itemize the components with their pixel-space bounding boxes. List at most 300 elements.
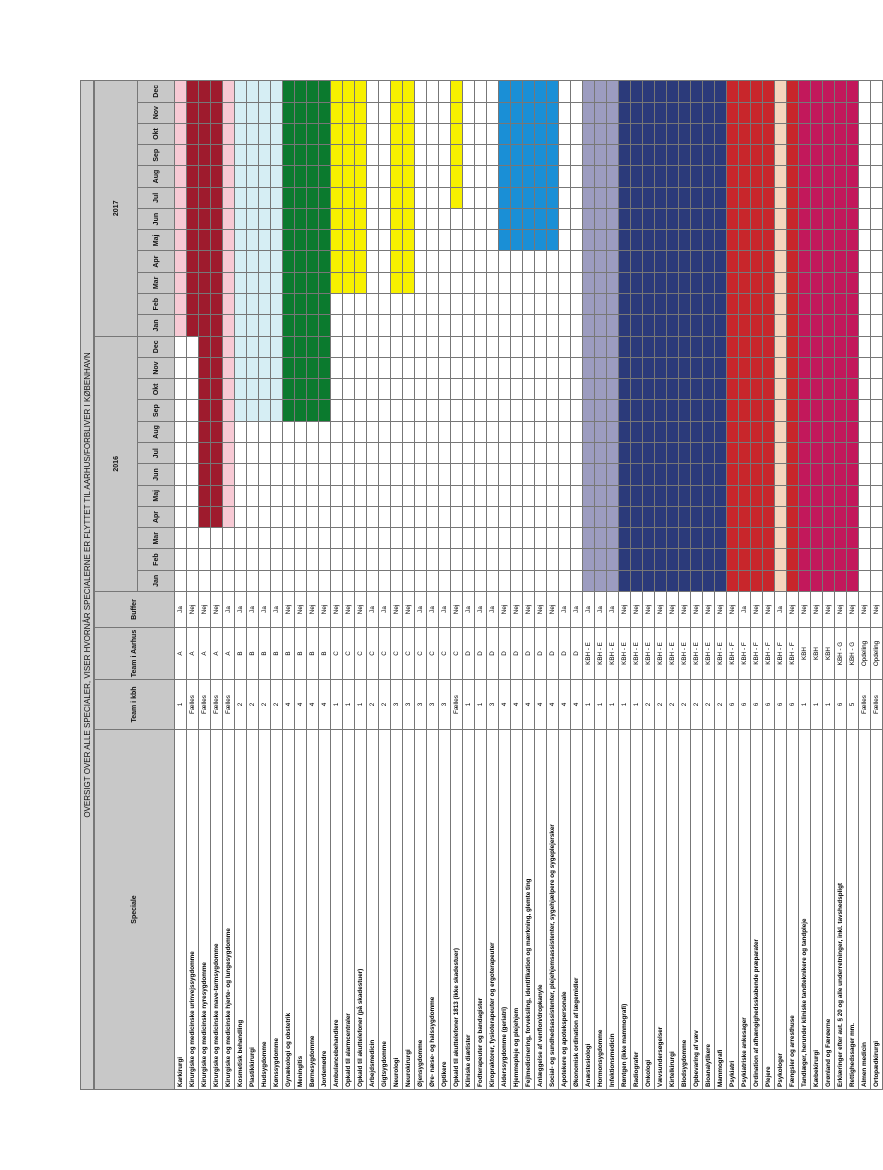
month-cell [667,506,679,527]
month-cell [475,549,487,570]
month-cell [547,187,559,208]
month-cell [211,400,223,421]
month-cell [751,208,763,229]
month-cell [451,81,463,103]
month-cell [547,506,559,527]
buffer-cell: Nej [751,592,763,628]
month-cell [763,464,775,485]
month-cell [643,230,655,251]
month-cell [439,145,451,166]
month-cell [487,272,499,293]
month-cell [451,464,463,485]
team-aarhus-cell: C [403,628,415,680]
month-cell [487,485,499,506]
specialty-name-cell: Fejlmedicinering, forveksling, identifikation og mærkning, glemte ting [523,730,535,1090]
table-row [403,81,415,1090]
team-aarhus-cell: KBH - E [583,628,595,680]
month-cell [739,102,751,123]
month-cell [319,272,331,293]
month-cell [403,528,415,549]
month-cell [391,145,403,166]
month-cell [331,166,343,187]
buffer-cell: Nej [847,592,859,628]
month-cell [175,294,187,315]
month-cell [643,187,655,208]
month-cell [379,379,391,400]
month-cell [319,443,331,464]
month-cell [811,570,823,591]
month-cell [283,251,295,272]
specialty-name-cell: Neurokirurgi [403,730,415,1090]
month-cell [667,102,679,123]
specialty-name-cell: Ortopædkirurgi [871,730,883,1090]
specialty-name-cell: Meningitis [295,730,307,1090]
month-cell [691,272,703,293]
month-cell [727,251,739,272]
specialty-name-cell: Kæbekirurgi [811,730,823,1090]
month-cell [847,251,859,272]
month-cell [211,102,223,123]
month-cell [331,230,343,251]
month-cell [523,102,535,123]
month-cell [571,506,583,527]
month-cell [415,102,427,123]
table-row [775,81,787,1090]
month-cell [439,421,451,442]
month-cell [187,357,199,378]
month-cell [187,336,199,357]
month-cell [463,357,475,378]
buffer-cell: Ja [595,592,607,628]
month-cell [427,166,439,187]
month-cell [343,166,355,187]
month-cell [619,549,631,570]
month-cell [595,336,607,357]
buffer-cell: Nej [631,592,643,628]
month-cell [859,506,871,527]
month-cell [799,81,811,103]
team-kbh-cell: 3 [487,680,499,730]
month-cell [451,208,463,229]
month-cell [367,357,379,378]
month-cell [367,379,379,400]
month-cell [739,443,751,464]
month-cell [703,294,715,315]
month-cell [427,251,439,272]
month-header: Nov [138,357,175,378]
month-cell [823,379,835,400]
buffer-cell: Nej [355,592,367,628]
month-cell [751,570,763,591]
month-cell [367,315,379,336]
month-cell [187,506,199,527]
month-cell [727,187,739,208]
month-cell [643,294,655,315]
month-cell [511,166,523,187]
month-cell [739,208,751,229]
month-cell [823,187,835,208]
month-cell [199,549,211,570]
month-cell [715,81,727,103]
buffer-cell: Ja [571,592,583,628]
month-cell [871,145,883,166]
month-cell [271,145,283,166]
month-cell [655,549,667,570]
team-aarhus-cell: D [475,628,487,680]
month-cell [319,315,331,336]
month-cell [511,102,523,123]
month-cell [739,379,751,400]
month-cell [379,421,391,442]
month-cell [583,272,595,293]
month-cell [235,123,247,144]
month-cell [319,187,331,208]
month-cell [403,166,415,187]
month-cell [463,81,475,103]
month-cell [859,400,871,421]
month-cell [703,570,715,591]
month-cell [859,421,871,442]
month-cell [751,443,763,464]
month-cell [403,379,415,400]
month-cell [631,570,643,591]
team-aarhus-cell: KBH [823,628,835,680]
month-cell [211,145,223,166]
month-cell [715,570,727,591]
month-cell [691,570,703,591]
month-cell [787,357,799,378]
month-cell [331,123,343,144]
month-cell [499,336,511,357]
month-cell [523,357,535,378]
team-aarhus-cell: KBH - F [727,628,739,680]
month-cell [307,443,319,464]
month-cell [247,272,259,293]
month-cell [199,357,211,378]
month-cell [439,357,451,378]
month-cell [763,379,775,400]
month-cell [751,485,763,506]
month-cell [319,102,331,123]
month-cell [175,506,187,527]
specialty-name-cell: Øre- næse- og halssygdomme [427,730,439,1090]
month-cell [367,570,379,591]
month-cell [331,506,343,527]
month-cell [307,506,319,527]
table-row [811,81,823,1090]
month-cell [787,443,799,464]
month-cell [271,251,283,272]
month-cell [619,272,631,293]
month-cell [499,485,511,506]
month-cell [631,464,643,485]
month-cell [835,528,847,549]
month-cell [847,208,859,229]
buffer-cell: Nej [403,592,415,628]
month-cell [355,102,367,123]
month-cell [499,81,511,103]
month-cell [463,485,475,506]
month-cell [643,528,655,549]
month-cell [367,251,379,272]
table-row [859,81,871,1090]
month-cell [343,187,355,208]
month-cell [499,187,511,208]
month-cell [451,336,463,357]
month-cell [811,145,823,166]
month-cell [415,81,427,103]
month-cell [319,251,331,272]
month-cell [679,549,691,570]
month-cell [319,528,331,549]
buffer-cell: Nej [451,592,463,628]
month-cell [811,506,823,527]
month-cell [343,570,355,591]
month-cell [511,357,523,378]
buffer-cell: Nej [331,592,343,628]
month-cell [835,443,847,464]
month-cell [259,357,271,378]
month-cell [811,81,823,103]
team-aarhus-cell: B [247,628,259,680]
month-cell [655,464,667,485]
month-cell [487,549,499,570]
month-cell [223,123,235,144]
team-kbh-cell: 3 [427,680,439,730]
table-row [475,81,487,1090]
month-cell [199,166,211,187]
month-cell [175,272,187,293]
month-cell [403,464,415,485]
specialty-name-cell: Kiropraktorer, fysioterapeuter og ergoterapeuter [487,730,499,1090]
month-cell [403,336,415,357]
month-cell [463,102,475,123]
month-cell [703,272,715,293]
month-cell [211,251,223,272]
team-aarhus-cell: Opdeling [871,628,883,680]
specialty-name-cell: Arbejdsmedicin [367,730,379,1090]
month-cell [403,294,415,315]
specialty-name-cell: Psykiatriske ankesager [739,730,751,1090]
month-cell [439,208,451,229]
month-cell [799,272,811,293]
table-row [691,81,703,1090]
month-cell [451,145,463,166]
month-cell [835,123,847,144]
buffer-cell: Nej [715,592,727,628]
month-cell [847,400,859,421]
month-cell [427,421,439,442]
month-cell [343,549,355,570]
month-cell [451,272,463,293]
month-cell [223,549,235,570]
month-cell [211,272,223,293]
month-cell [439,570,451,591]
month-cell [487,464,499,485]
month-cell [535,294,547,315]
month-cell [259,549,271,570]
month-cell [871,208,883,229]
month-cell [739,549,751,570]
month-cell [463,549,475,570]
specialty-name-cell: Neurologi [391,730,403,1090]
month-cell [667,443,679,464]
buffer-cell: Nej [547,592,559,628]
month-cell [847,230,859,251]
month-cell [679,485,691,506]
month-cell [331,294,343,315]
month-cell [655,166,667,187]
month-cell [823,485,835,506]
month-cell [199,145,211,166]
month-cell [859,187,871,208]
month-cell [223,251,235,272]
team-kbh-cell: 1 [475,680,487,730]
team-aarhus-cell: Opdeling [859,628,871,680]
buffer-cell: Ja [559,592,571,628]
month-cell [871,357,883,378]
month-cell [247,379,259,400]
month-cell [379,570,391,591]
month-cell [367,294,379,315]
month-cell [175,400,187,421]
month-cell [295,272,307,293]
month-cell [295,379,307,400]
month-cell [391,315,403,336]
month-cell [403,570,415,591]
team-kbh-cell: 1 [331,680,343,730]
team-aarhus-cell: D [523,628,535,680]
month-cell [355,251,367,272]
month-cell [355,272,367,293]
month-cell [595,81,607,103]
team-kbh-cell: 2 [679,680,691,730]
team-aarhus-cell: C [427,628,439,680]
month-cell [211,464,223,485]
month-cell [271,443,283,464]
month-cell [295,208,307,229]
month-cell [619,485,631,506]
month-cell [547,230,559,251]
month-cell [355,123,367,144]
month-cell [739,570,751,591]
month-cell [211,528,223,549]
month-cell [307,81,319,103]
month-cell [799,230,811,251]
month-cell [691,230,703,251]
month-cell [391,506,403,527]
month-cell [283,208,295,229]
team-kbh-cell: 2 [259,680,271,730]
specialty-name-cell: Kliniske diætister [463,730,475,1090]
month-cell [283,570,295,591]
month-cell [283,81,295,103]
month-cell [451,400,463,421]
month-cell [235,187,247,208]
team-kbh-cell: 1 [823,680,835,730]
month-cell [175,81,187,103]
specialty-name-cell: Tandlæger, herunder kliniske tandteknikere og tandpleje [799,730,811,1090]
month-cell [211,166,223,187]
month-cell [691,123,703,144]
month-cell [607,357,619,378]
month-cell [427,208,439,229]
month-cell [523,251,535,272]
month-cell [391,187,403,208]
month-cell [787,549,799,570]
month-cell [211,294,223,315]
month-cell [523,570,535,591]
buffer-cell: Nej [871,592,883,628]
month-cell [727,123,739,144]
month-cell [847,315,859,336]
month-cell [667,464,679,485]
month-cell [631,102,643,123]
month-cell [547,81,559,103]
buffer-cell: Nej [643,592,655,628]
team-kbh-cell: 6 [739,680,751,730]
month-cell [583,549,595,570]
month-cell [199,251,211,272]
month-cell [295,506,307,527]
month-cell [235,251,247,272]
month-cell [523,443,535,464]
month-cell [307,570,319,591]
month-cell [607,570,619,591]
table-row [547,81,559,1090]
month-cell [835,336,847,357]
month-cell [427,549,439,570]
specialty-name-cell: Vævsundersøgelser [655,730,667,1090]
month-cell [487,506,499,527]
month-cell [235,315,247,336]
team-kbh-cell: 4 [547,680,559,730]
month-cell [595,315,607,336]
month-header: Dec [138,81,175,103]
buffer-cell: Ja [175,592,187,628]
table-row [667,81,679,1090]
month-cell [811,102,823,123]
month-cell [871,102,883,123]
specialty-name-cell: Apotekere og apotekspersonale [559,730,571,1090]
month-cell [619,506,631,527]
month-cell [247,464,259,485]
month-cell [619,464,631,485]
month-cell [679,230,691,251]
month-cell [355,464,367,485]
month-cell [283,485,295,506]
month-cell [415,294,427,315]
month-cell [487,315,499,336]
table-row [487,81,499,1090]
month-cell [499,166,511,187]
month-cell [871,443,883,464]
month-cell [535,166,547,187]
month-cell [523,336,535,357]
month-cell [343,443,355,464]
table-row [247,81,259,1090]
month-cell [607,208,619,229]
month-cell [355,379,367,400]
month-cell [451,102,463,123]
month-cell [727,421,739,442]
month-cell [799,187,811,208]
month-cell [187,315,199,336]
month-header: Jul [138,443,175,464]
buffer-cell: Ja [463,592,475,628]
month-cell [415,336,427,357]
month-cell [295,421,307,442]
